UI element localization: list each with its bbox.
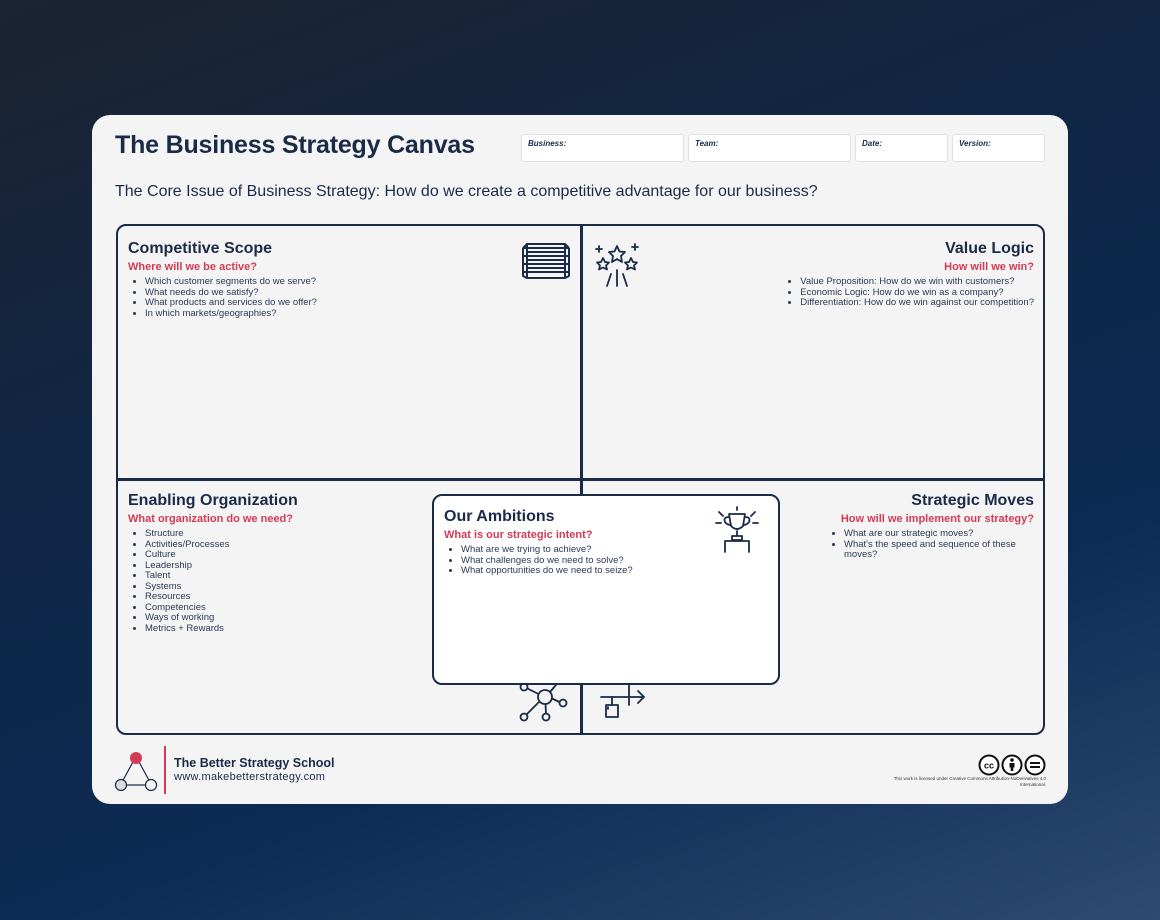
list-item: • What products and services do we offer? xyxy=(145,298,508,309)
enabling-organization-section xyxy=(128,492,418,634)
business-field[interactable] xyxy=(521,134,684,162)
competitive-scope-list xyxy=(128,277,508,319)
school-name: The Better Strategy School xyxy=(174,756,335,770)
list-item: • Structure xyxy=(145,529,418,540)
footer-separator xyxy=(164,746,166,794)
list-item: • Talent xyxy=(145,571,418,582)
our-ambitions-list xyxy=(444,545,704,577)
list-item: • Ways of working xyxy=(145,613,418,624)
list-item: • What are we trying to achieve? xyxy=(461,545,704,556)
our-ambitions-section xyxy=(432,494,780,685)
version-field[interactable] xyxy=(952,134,1045,162)
list-item: • Activities/Processes xyxy=(145,540,418,551)
enabling-organization-question: What organization do we need? xyxy=(128,513,293,525)
strategic-moves-list xyxy=(827,529,1034,561)
cc-icon xyxy=(980,756,999,775)
strategic-moves-section xyxy=(738,492,1034,562)
license-text: This work is licensed under Creative Commons Attribution-NoDerivatives 4.0 International. xyxy=(893,776,1046,787)
value-logic-question: How will we win? xyxy=(944,261,1034,273)
svg-text:cc: cc xyxy=(983,760,995,771)
list-item: • Differentiation: How do we win against our competition? xyxy=(800,298,1034,309)
value-logic-title: Value Logic xyxy=(945,240,1034,257)
competitive-scope-question: Where will we be active? xyxy=(128,261,257,273)
trophy-icon xyxy=(714,506,760,554)
team-field[interactable] xyxy=(688,134,851,162)
enabling-organization-title: Enabling Organization xyxy=(128,492,298,509)
list-item: • What needs do we satisfy? xyxy=(145,288,508,299)
fireworks-icon xyxy=(591,240,643,288)
list-item: • Systems xyxy=(145,582,418,593)
list-item: • Competencies xyxy=(145,603,418,614)
list-item: • What opportunities do we need to seize? xyxy=(461,566,704,577)
strategic-moves-title: Strategic Moves xyxy=(911,492,1034,509)
creative-commons-badge xyxy=(978,754,1046,776)
list-item: • What challenges do we need to solve? xyxy=(461,556,704,567)
our-ambitions-title: Our Ambitions xyxy=(444,508,555,525)
business-field-label: Business: xyxy=(528,139,567,148)
version-field-label: Version: xyxy=(959,139,991,148)
school-website[interactable]: www.makebetterstrategy.com xyxy=(174,771,326,783)
list-item: • Resources xyxy=(145,592,418,603)
team-field-label: Team: xyxy=(695,139,719,148)
list-item: • Leadership xyxy=(145,561,418,572)
canvas-card xyxy=(92,115,1068,804)
enabling-organization-list xyxy=(128,529,418,634)
value-logic-section xyxy=(638,240,1034,310)
list-item: • Economic Logic: How do we win as a company? xyxy=(800,288,1034,299)
core-issue: The Core Issue of Business Strategy: How do we create a competitive advantage for our business? xyxy=(115,183,818,200)
by-icon xyxy=(1003,756,1022,775)
strategic-moves-question: How will we implement our strategy? xyxy=(840,513,1034,525)
list-item: • Which customer segments do we serve? xyxy=(145,277,508,288)
list-item: • In which markets/geographies? xyxy=(145,309,508,320)
competitive-scope-title: Competitive Scope xyxy=(128,240,273,257)
horizontal-divider xyxy=(118,478,1043,481)
date-field[interactable] xyxy=(855,134,948,162)
nd-icon xyxy=(1026,756,1045,775)
date-field-label: Date: xyxy=(862,139,883,148)
boxing-ring-icon xyxy=(521,240,571,282)
list-item: • Value Proposition: How do we win with customers? xyxy=(800,277,1034,288)
our-ambitions-question: What is our strategic intent? xyxy=(444,529,593,541)
school-logo-icon xyxy=(114,751,158,791)
list-item: • Culture xyxy=(145,550,418,561)
our-ambitions-content xyxy=(444,508,704,577)
competitive-scope-section xyxy=(128,240,508,319)
list-item: • What's the speed and sequence of these moves? xyxy=(844,540,1034,561)
page-title: The Business Strategy Canvas xyxy=(115,131,475,159)
list-item: • Metrics + Rewards xyxy=(145,624,418,635)
canvas-grid xyxy=(116,224,1045,735)
value-logic-list xyxy=(783,277,1034,309)
list-item: • What are our strategic moves? xyxy=(844,529,1034,540)
